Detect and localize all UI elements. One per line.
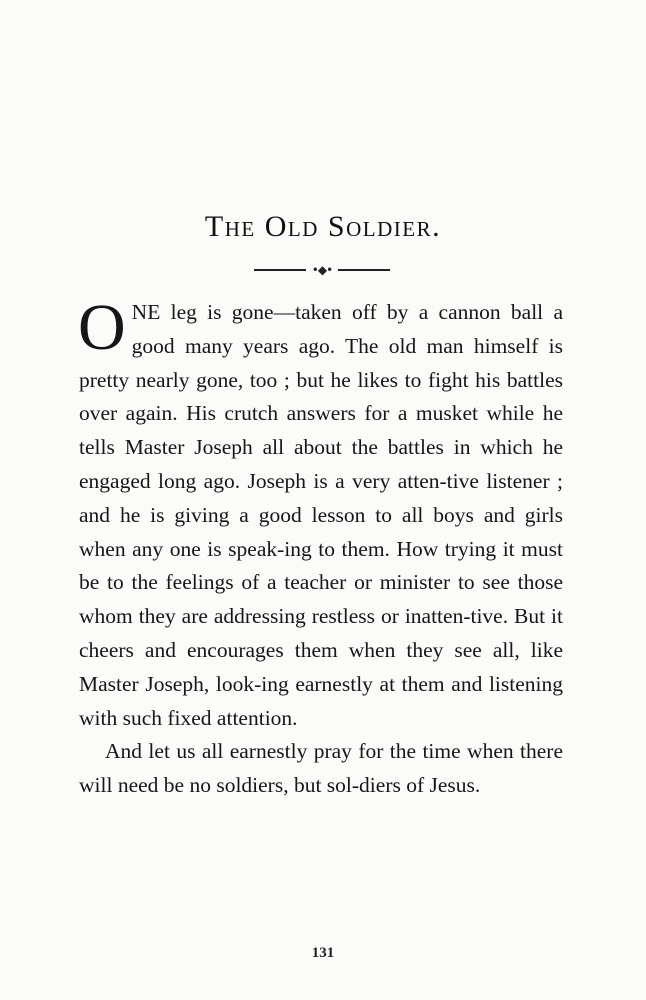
chapter-title: The Old Soldier. xyxy=(204,210,442,243)
title-ornament xyxy=(254,260,390,280)
ornament-rule-left xyxy=(254,269,306,271)
page-number: 131 xyxy=(311,945,335,961)
paragraph-first-text: NE leg is gone—taken off by a cannon ball a good many years ago. The old man himself is pretty nearly gone, too ; but he likes to fight his battles over again. His crutch answers for a musket while he tells Master Joseph all about the battles in which he engaged long ago. Joseph is a very atten-tive listener ; and he is giving a good lesson to all boys and girls when any one is speak-ing to them. How trying it must be to the feelings of a teacher or minister to see those whom they are addressing restless or inatten-tive. But it cheers and encourages them when they see all, like Master Joseph, look-ing earnestly at them and listening with such fixed attention. xyxy=(79,300,563,730)
paragraph-second: And let us all earnestly pray for the time when there will need be no soldiers, but sol-diers of Jesus. xyxy=(79,739,563,798)
paragraph-first xyxy=(78,291,563,735)
drop-cap: O xyxy=(78,291,126,364)
story-text xyxy=(78,291,563,803)
ornament-dots: •◆• xyxy=(311,263,333,277)
ornament-rule-right xyxy=(338,269,390,271)
